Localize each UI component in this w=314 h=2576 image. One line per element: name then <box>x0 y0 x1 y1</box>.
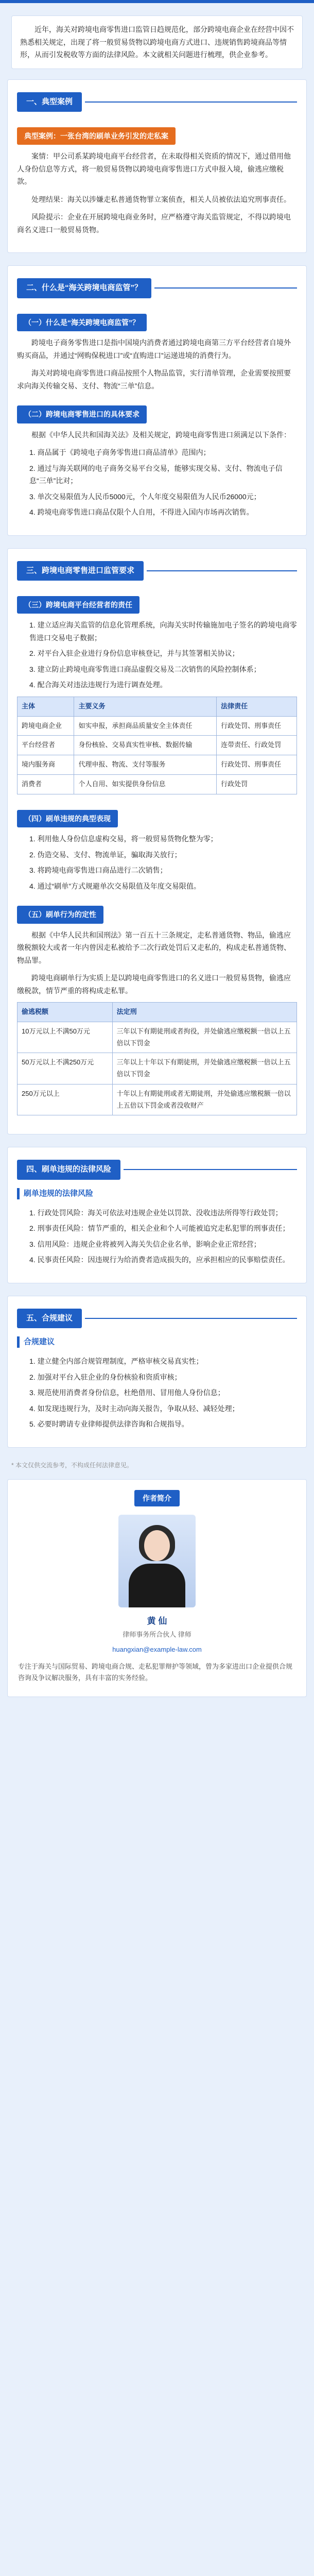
table-cell: 三年以下有期徒刑或者拘役，并处偷逃应缴税额一倍以上五倍以下罚金 <box>112 1022 296 1053</box>
table-cell: 个人自用、如实提供身份信息 <box>74 774 217 794</box>
list-item: 3. 信用风险：违规企业将被列入海关失信企业名单，影响企业正常经营； <box>29 1240 261 1248</box>
q1-tag: （一）什么是“海关跨境电商监管”？ <box>17 314 147 332</box>
table-row <box>18 736 297 755</box>
q1-paragraph: 海关对跨境电商零售进口商品按照个人物品监管，实行清单管理，企业需要按照要求向海关传输交易、支付、物流“三单”信息。 <box>17 369 291 390</box>
table-header: 偷逃税额 <box>18 1003 113 1022</box>
q2-intro: 根据《中华人民共和国海关法》及相关规定，跨境电商零售进口须满足以下条件： <box>31 430 291 439</box>
table-cell: 10万元以上不满50万元 <box>18 1022 113 1053</box>
list-item: 2. 加强对平台入驻企业的身份核验和资质审核； <box>29 1372 182 1381</box>
author-name: 黄 仙 <box>147 1616 167 1626</box>
table-cell: 平台经营者 <box>18 736 74 755</box>
table-row <box>18 1053 297 1084</box>
list-item: 4. 通过“刷单”方式规避单次交易限值及年度交易限值。 <box>29 882 201 890</box>
q4-tag: （四）刷单违规的典型表现 <box>17 810 118 828</box>
advice-list <box>29 1355 297 1431</box>
table-header: 法定刑 <box>112 1003 296 1022</box>
duty-table <box>17 697 297 794</box>
table-header: 法律责任 <box>217 697 297 716</box>
table-row <box>18 1022 297 1053</box>
top-banner <box>0 0 314 3</box>
author-photo <box>118 1515 196 1607</box>
chapter-heading <box>17 1335 297 1349</box>
section-title: 一、典型案例 <box>17 92 82 112</box>
list-item: 4. 如发现违规行为，及时主动向海关报告，争取从轻、减轻处理； <box>29 1404 239 1413</box>
section-rule <box>124 1169 297 1170</box>
avatar-body <box>129 1564 185 1607</box>
list-item: 1. 建立适应海关监管的信息化管理系统，向海关实时传输施加电子签名的跨境电商零售进口交易电子数据； <box>29 621 297 642</box>
list-item: 5. 必要时聘请专业律师提供法律咨询和合规指导。 <box>29 1420 189 1429</box>
section-card-3 <box>7 548 307 1135</box>
table-cell: 50万元以上不满250万元 <box>18 1053 113 1084</box>
section-title: 三、跨境电商零售进口监管要求 <box>17 561 144 581</box>
list-item: 1. 商品属于《跨境电子商务零售进口商品清单》范围内； <box>29 448 211 456</box>
section-rule <box>85 1318 297 1319</box>
case-paragraph: 处理结果：海关以涉嫌走私普通货物罪立案侦查，相关人员被依法追究刑事责任。 <box>31 195 291 204</box>
table-cell: 连带责任、行政处罚 <box>217 736 297 755</box>
list-item: 3. 建立防止跨境电商零售进口商品虚假交易及二次销售的风险控制体系； <box>29 665 261 673</box>
intro-paragraph: 近年，海关对跨境电商零售进口监管日趋规范化，部分跨境电商企业在经营中因不熟悉相关规定，出现了将一般贸易货物以跨境电商方式进口、违规销售跨境商品等情形，从而引发税收等方面的法律风险。本文就相关问题进行梳理，供企业参考。 <box>11 15 303 69</box>
section-rule <box>154 287 297 289</box>
section-card-4 <box>7 1147 307 1283</box>
table-cell: 如实申报，承担商品质量安全主体责任 <box>74 716 217 736</box>
risk-list <box>29 1207 297 1266</box>
table-row <box>18 755 297 775</box>
chapter-bar <box>17 1188 20 1199</box>
list-item: 4. 配合海关对违法违规行为进行调查处理。 <box>29 681 167 689</box>
list-item: 4. 民事责任风险：因违规行为给消费者造成损失的，应承担相应的民事赔偿责任。 <box>29 1256 290 1264</box>
section-header <box>17 278 297 298</box>
table-row <box>18 774 297 794</box>
list-item: 2. 刑事责任风险：情节严重的，相关企业和个人可能被追究走私犯罪的刑事责任； <box>29 1224 290 1233</box>
chapter-bar <box>17 1336 20 1348</box>
table-cell: 身份核验、交易真实性审核、数据传输 <box>74 736 217 755</box>
table-header: 主体 <box>18 697 74 716</box>
section-card-2 <box>7 265 307 535</box>
list-item: 4. 跨境电商零售进口商品仅限个人自用，不得进入国内市场再次销售。 <box>29 508 254 516</box>
footer-note: * 本文仅供交流参考，不构成任何法律意见。 <box>11 1461 133 1469</box>
section-header <box>17 92 297 112</box>
author-bio: 专注于海关与国际贸易、跨境电商合规、走私犯罪辩护等领域，曾为多家进出口企业提供合规咨询及争议解决服务，具有丰富的实务经验。 <box>18 1662 293 1682</box>
table-cell: 跨境电商企业 <box>18 716 74 736</box>
list-item: 2. 对平台入驻企业进行身份信息审核登记，并与其签署相关协议； <box>29 649 239 658</box>
list-item: 3. 将跨境电商零售进口商品进行二次销售； <box>29 866 167 874</box>
section-card-1 <box>7 79 307 253</box>
table-cell: 代理申报、物流、支付等服务 <box>74 755 217 775</box>
q3-list <box>29 619 297 691</box>
chapter-title: 刷单违规的法律风险 <box>24 1189 94 1198</box>
table-cell: 消费者 <box>18 774 74 794</box>
list-item: 3. 单次交易限值为人民币5000元，个人年度交易限值为人民币26000元； <box>29 492 261 501</box>
table-cell: 250万元以上 <box>18 1084 113 1115</box>
section-rule <box>147 570 297 571</box>
list-item: 3. 规范使用消费者身份信息，杜绝借用、冒用他人身份信息； <box>29 1388 225 1397</box>
section-title: 二、什么是“海关跨境电商监管”？ <box>17 278 151 298</box>
q1-paragraph: 跨境电子商务零售进口是指中国境内消费者通过跨境电商第三方平台经营者自境外购买商品，并通过“网购保税进口”或“直购进口”运递进境的消费行为。 <box>17 338 291 360</box>
case-tag: 典型案例：一张台湾的刷单业务引发的走私案 <box>17 127 176 145</box>
section-rule <box>85 101 297 103</box>
section-card-5 <box>7 1296 307 1448</box>
table-cell: 行政处罚、刑事责任 <box>217 716 297 736</box>
table-cell: 境内服务商 <box>18 755 74 775</box>
q5-tag: （五）刷单行为的定性 <box>17 906 103 924</box>
table-cell: 行政处罚、刑事责任 <box>217 755 297 775</box>
list-item: 2. 通过与海关联网的电子商务交易平台交易，能够实现交易、支付、物流电子信息“三单”比对； <box>29 464 283 485</box>
chapter-heading <box>17 1187 297 1200</box>
table-cell: 行政处罚 <box>217 774 297 794</box>
author-email[interactable]: huangxian@example-law.com <box>112 1645 202 1653</box>
q2-list <box>29 446 297 519</box>
q5-paragraph: 跨境电商刷单行为实质上是以跨境电商零售进口的名义进口一般贸易货物，偷逃应缴税款，情节严重的将构成走私罪。 <box>17 974 291 995</box>
list-item: 2. 伪造交易、支付、物流单证，骗取海关放行； <box>29 850 182 859</box>
table-row <box>18 716 297 736</box>
case-paragraph: 案情：甲公司系某跨境电商平台经营者，在未取得相关资质的情况下，通过借用他人身份信息等方式，将一般贸易货物以跨境电商零售进口方式申报入境，偷逃应缴税款。 <box>17 152 291 186</box>
avatar-head <box>144 1530 170 1561</box>
chapter-title: 合规建议 <box>24 1337 55 1346</box>
author-tag: 作者简介 <box>134 1490 180 1507</box>
list-item: 1. 行政处罚风险：海关可依法对违规企业处以罚款、没收违法所得等行政处罚； <box>29 1208 283 1217</box>
list-item: 1. 建立健全内部合规管理制度，严格审核交易真实性； <box>29 1357 203 1366</box>
table-cell: 十年以上有期徒刑或者无期徒刑，并处偷逃应缴税额一倍以上五倍以下罚金或者没收财产 <box>112 1084 296 1115</box>
case-paragraph: 风险提示：企业在开展跨境电商业务时，应严格遵守海关监管规定，不得以跨境电商名义进口一般贸易货物。 <box>17 213 291 234</box>
q2-tag: （二）跨境电商零售进口的具体要求 <box>17 405 147 423</box>
penalty-table <box>17 1002 297 1115</box>
section-header <box>17 1160 297 1179</box>
section-title: 四、刷单违规的法律风险 <box>17 1160 120 1179</box>
section-header <box>17 1309 297 1328</box>
q5-paragraph: 根据《中华人民共和国刑法》第一百五十三条规定，走私普通货物、物品，偷逃应缴税额较大或者一年内曾因走私被给予二次行政处罚后又走私的，构成走私普通货物、物品罪。 <box>17 930 291 964</box>
table-cell: 三年以上十年以下有期徒刑，并处偷逃应缴税额一倍以上五倍以下罚金 <box>112 1053 296 1084</box>
q3-tag: （三）跨境电商平台经营者的责任 <box>17 596 139 614</box>
author-card <box>7 1479 307 1697</box>
author-title: 律师事务所合伙人 律师 <box>123 1631 191 1638</box>
section-title: 五、合规建议 <box>17 1309 82 1328</box>
q4-list <box>29 833 297 892</box>
table-header: 主要义务 <box>74 697 217 716</box>
section-header <box>17 561 297 581</box>
list-item: 1. 利用他人身份信息虚构交易，将一般贸易货物化整为零； <box>29 835 218 843</box>
table-row <box>18 1084 297 1115</box>
